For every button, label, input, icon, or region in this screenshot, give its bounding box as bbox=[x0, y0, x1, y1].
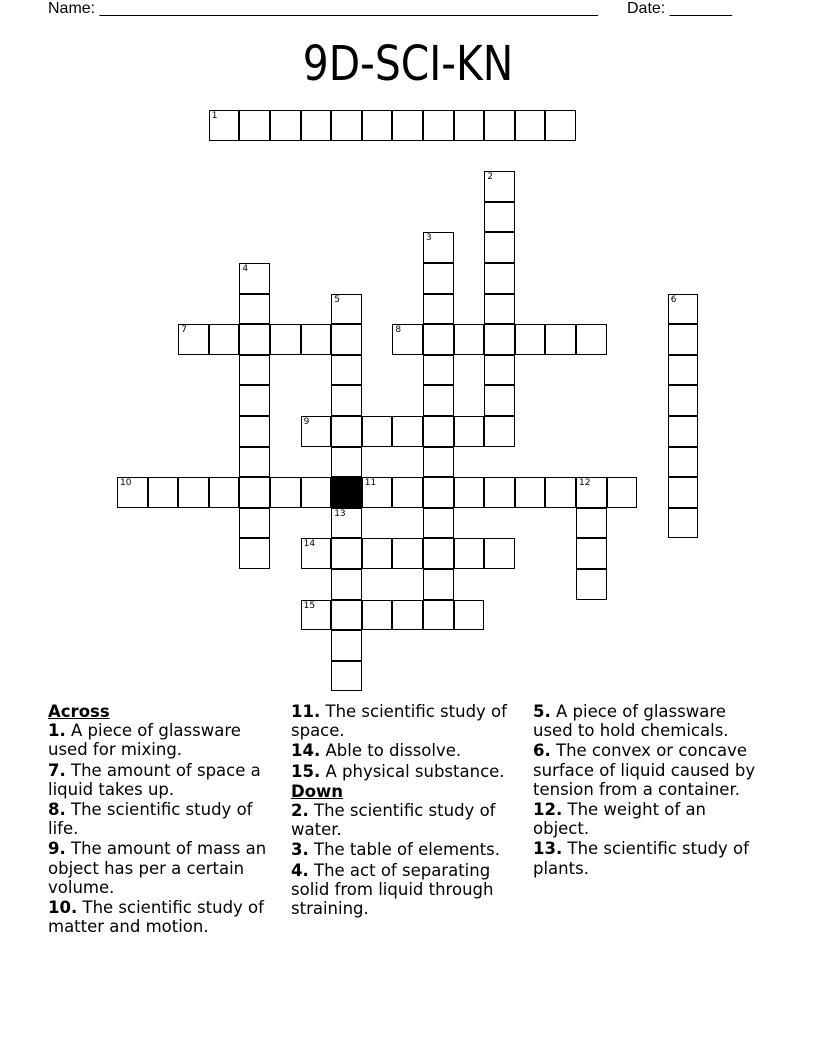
grid-cell[interactable] bbox=[301, 110, 332, 141]
grid-cell[interactable] bbox=[301, 416, 332, 447]
grid-cell[interactable] bbox=[331, 110, 362, 141]
grid-cell[interactable] bbox=[392, 600, 423, 631]
grid-cell[interactable] bbox=[454, 538, 485, 569]
grid-cell[interactable] bbox=[239, 324, 270, 355]
grid-cell[interactable] bbox=[484, 202, 515, 233]
clue-number: 2 bbox=[487, 172, 493, 183]
grid-cell[interactable] bbox=[668, 447, 699, 478]
grid-cell[interactable] bbox=[545, 110, 576, 141]
grid-cell[interactable] bbox=[423, 385, 454, 416]
grid-cell[interactable] bbox=[392, 324, 423, 355]
clue-number: 14 bbox=[303, 539, 316, 550]
grid-cell[interactable] bbox=[331, 538, 362, 569]
grid-cell[interactable] bbox=[239, 263, 270, 294]
grid-cell[interactable] bbox=[301, 324, 332, 355]
clues-column-3 bbox=[533, 702, 763, 879]
clue-number: 13 bbox=[334, 508, 346, 519]
grid-cell[interactable] bbox=[484, 294, 515, 325]
clue-across: 9. The amount of mass an object has per a certain volume. bbox=[48, 839, 267, 897]
grid-cell[interactable] bbox=[331, 508, 362, 539]
clue-down: 2. The scientific study of water. bbox=[291, 801, 496, 840]
grid-cell[interactable] bbox=[484, 385, 515, 416]
down-heading: Down bbox=[291, 781, 344, 801]
clue-across: 1. A piece of glassware used for mixing. bbox=[48, 721, 241, 760]
grid-cell[interactable] bbox=[454, 416, 485, 447]
clue-number: 9 bbox=[303, 417, 310, 427]
clue-down: 4. The act of separating solid from liquid through straining. bbox=[291, 860, 494, 919]
grid-cell[interactable] bbox=[576, 508, 607, 539]
grid-cell[interactable] bbox=[423, 447, 454, 478]
grid-cell[interactable] bbox=[607, 477, 638, 508]
grid-cell[interactable] bbox=[423, 324, 454, 355]
grid-cell[interactable] bbox=[484, 477, 515, 508]
grid-cell[interactable] bbox=[362, 110, 393, 141]
grid-cell[interactable] bbox=[270, 477, 301, 508]
name-field[interactable] bbox=[48, 0, 598, 18]
grid-cell[interactable] bbox=[668, 355, 699, 386]
grid-cell[interactable] bbox=[331, 600, 362, 631]
clue-down: 12. The weight of an object. bbox=[533, 800, 707, 839]
grid-cell[interactable] bbox=[239, 385, 270, 416]
grid-cell[interactable] bbox=[178, 324, 209, 355]
clues-column-2 bbox=[291, 702, 521, 919]
grid-cell[interactable] bbox=[239, 477, 270, 508]
clue-across: 7. The amount of space a liquid takes up. bbox=[48, 760, 261, 799]
grid-cell[interactable] bbox=[362, 538, 393, 569]
grid-cell[interactable] bbox=[454, 477, 485, 508]
grid-cell[interactable] bbox=[209, 110, 240, 141]
grid-cell[interactable] bbox=[454, 600, 485, 631]
grid-cell[interactable] bbox=[668, 508, 699, 539]
grid-cell[interactable] bbox=[423, 110, 454, 141]
clue-down: 3. The table of elements. bbox=[291, 840, 500, 860]
grid-cell[interactable] bbox=[239, 416, 270, 447]
grid-cell[interactable] bbox=[423, 355, 454, 386]
grid-cell[interactable] bbox=[331, 569, 362, 600]
grid-cell[interactable] bbox=[454, 110, 485, 141]
grid-cell[interactable] bbox=[331, 324, 362, 355]
grid-cell[interactable] bbox=[331, 447, 362, 478]
grid-cell[interactable] bbox=[331, 294, 362, 325]
grid-cell[interactable] bbox=[423, 600, 454, 631]
grid-cell[interactable] bbox=[668, 324, 699, 355]
grid-cell[interactable] bbox=[331, 355, 362, 386]
clue-down: 13. The scientific study of plants. bbox=[533, 839, 749, 878]
grid-cell[interactable] bbox=[239, 110, 270, 141]
grid-cell[interactable] bbox=[331, 661, 362, 692]
grid-cell[interactable] bbox=[209, 477, 240, 508]
grid-cell[interactable] bbox=[423, 477, 454, 508]
clue-number: 6 bbox=[670, 294, 677, 305]
grid-cell[interactable] bbox=[239, 447, 270, 478]
grid-cell[interactable] bbox=[423, 263, 454, 294]
grid-cell[interactable] bbox=[331, 416, 362, 447]
grid-cell[interactable] bbox=[484, 232, 515, 263]
grid-cell[interactable] bbox=[178, 477, 209, 508]
clue-number: 11 bbox=[364, 478, 377, 489]
grid-cell[interactable] bbox=[545, 324, 576, 355]
grid-cell[interactable] bbox=[270, 324, 301, 355]
name-line: ________________________________________________________ bbox=[99, 0, 598, 17]
clue-down: 5. A piece of glassware used to hold chemicals. bbox=[533, 702, 729, 741]
clue-number: 10 bbox=[120, 478, 132, 489]
name-label: Name: bbox=[48, 0, 96, 17]
grid-cell[interactable] bbox=[668, 385, 699, 416]
date-field[interactable] bbox=[627, 0, 732, 18]
black-cell bbox=[331, 477, 362, 508]
grid-cell[interactable] bbox=[392, 477, 423, 508]
grid-cell[interactable] bbox=[209, 324, 240, 355]
clues-column-1 bbox=[48, 702, 278, 937]
grid-cell[interactable] bbox=[331, 630, 362, 661]
grid-cell[interactable] bbox=[392, 110, 423, 141]
clue-number: 12 bbox=[579, 478, 591, 489]
grid-cell[interactable] bbox=[239, 294, 270, 325]
grid-cell[interactable] bbox=[484, 324, 515, 355]
grid-cell[interactable] bbox=[423, 508, 454, 539]
clue-number: 7 bbox=[181, 325, 187, 336]
grid-cell[interactable] bbox=[301, 477, 332, 508]
across-heading: Across bbox=[48, 702, 110, 721]
grid-cell[interactable] bbox=[423, 569, 454, 600]
grid-cell[interactable] bbox=[668, 294, 699, 325]
grid-cell[interactable] bbox=[392, 538, 423, 569]
grid-cell[interactable] bbox=[239, 355, 270, 386]
clue-across: 14. Able to dissolve. bbox=[291, 741, 462, 761]
grid-cell[interactable] bbox=[239, 538, 270, 569]
grid-cell[interactable] bbox=[423, 294, 454, 325]
grid-cell[interactable] bbox=[362, 477, 393, 508]
grid-cell[interactable] bbox=[392, 416, 423, 447]
clue-across: 15. A physical substance. bbox=[291, 761, 505, 781]
clue-across: 8. The scientific study of life. bbox=[48, 800, 253, 839]
clue-number: 5 bbox=[334, 294, 340, 305]
grid-cell[interactable] bbox=[301, 538, 332, 569]
grid-cell[interactable] bbox=[668, 416, 699, 447]
clue-down: 6. The convex or concave surface of liquid caused by tension from a container. bbox=[533, 741, 756, 799]
grid-cell[interactable] bbox=[239, 508, 270, 539]
grid-cell[interactable] bbox=[301, 600, 332, 631]
clue-across: 10. The scientific study of matter and motion. bbox=[48, 898, 264, 937]
grid-cell[interactable] bbox=[423, 538, 454, 569]
grid-cell[interactable] bbox=[423, 416, 454, 447]
date-label: Date: bbox=[627, 0, 666, 17]
grid-cell[interactable] bbox=[484, 110, 515, 141]
grid-cell[interactable] bbox=[545, 477, 576, 508]
grid-cell[interactable] bbox=[668, 477, 699, 508]
clue-across: 11. The scientific study of space. bbox=[291, 702, 507, 741]
clue-number: 1 bbox=[211, 111, 218, 121]
grid-cell[interactable] bbox=[576, 538, 607, 569]
grid-cell[interactable] bbox=[484, 355, 515, 386]
grid-cell[interactable] bbox=[576, 569, 607, 600]
grid-cell[interactable] bbox=[362, 600, 393, 631]
grid-cell[interactable] bbox=[362, 416, 393, 447]
grid-cell[interactable] bbox=[423, 232, 454, 263]
clue-number: 15 bbox=[303, 600, 316, 611]
date-line: _______ bbox=[669, 0, 732, 17]
grid-cell[interactable] bbox=[117, 477, 148, 508]
grid-cell[interactable] bbox=[515, 110, 546, 141]
grid-cell[interactable] bbox=[515, 324, 546, 355]
page-title: 9D-SCI-KN bbox=[302, 36, 514, 92]
grid-cell[interactable] bbox=[454, 324, 485, 355]
grid-cell[interactable] bbox=[484, 416, 515, 447]
grid-cell[interactable] bbox=[515, 477, 546, 508]
grid-cell[interactable] bbox=[270, 110, 301, 141]
grid-cell[interactable] bbox=[576, 477, 607, 508]
grid-cell[interactable] bbox=[331, 385, 362, 416]
grid-cell[interactable] bbox=[148, 477, 179, 508]
grid-cell[interactable] bbox=[576, 324, 607, 355]
clue-number: 8 bbox=[395, 325, 402, 336]
clue-number: 4 bbox=[242, 264, 249, 274]
clue-number: 3 bbox=[426, 233, 432, 244]
grid-cell[interactable] bbox=[484, 171, 515, 202]
grid-cell[interactable] bbox=[484, 263, 515, 294]
grid-cell[interactable] bbox=[484, 538, 515, 569]
